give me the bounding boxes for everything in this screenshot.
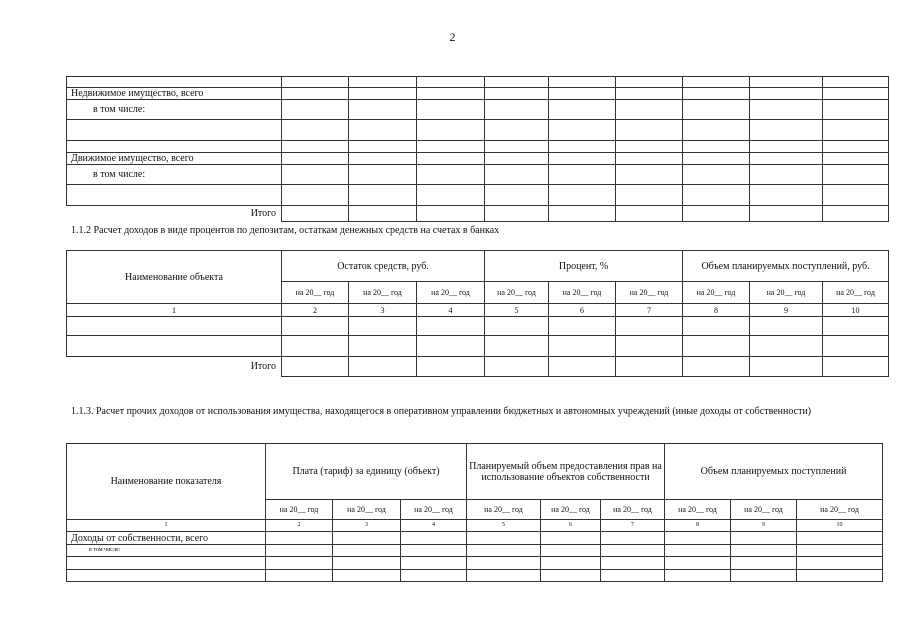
data-cell [417, 317, 485, 336]
data-cell [417, 88, 485, 100]
table-row [67, 77, 889, 88]
data-cell [601, 532, 665, 545]
data-cell [349, 100, 417, 120]
column-number: 3 [333, 520, 401, 532]
data-cell [823, 120, 889, 141]
name-header: Наименование объекта [67, 251, 282, 304]
data-cell [616, 141, 683, 153]
data-cell [541, 545, 601, 557]
group-header-percent: Процент, % [485, 251, 683, 282]
data-cell [549, 141, 616, 153]
data-cell [541, 557, 601, 570]
data-cell [823, 88, 889, 100]
data-cell [401, 532, 467, 545]
data-cell [683, 317, 750, 336]
data-cell [731, 557, 797, 570]
data-cell [485, 141, 549, 153]
data-cell [683, 336, 750, 357]
data-cell [266, 570, 333, 582]
data-cell [665, 570, 731, 582]
data-cell [750, 206, 823, 222]
data-cell [616, 336, 683, 357]
column-number: 8 [665, 520, 731, 532]
column-number: 4 [417, 304, 485, 317]
data-cell [823, 336, 889, 357]
data-cell [417, 141, 485, 153]
data-cell [750, 77, 823, 88]
column-number: 7 [616, 304, 683, 317]
group-header-planned-income: Объем планируемых поступлений [665, 444, 883, 500]
group-header-volume: Объем планируемых поступлений, руб. [683, 251, 889, 282]
year-column-header: на 20__ год [601, 500, 665, 520]
data-cell [401, 545, 467, 557]
column-number: 1 [67, 304, 282, 317]
data-cell [541, 532, 601, 545]
data-cell [601, 570, 665, 582]
data-cell [549, 206, 616, 222]
property-income-table [66, 76, 889, 222]
data-cell [731, 570, 797, 582]
row-label: в том числе: [67, 100, 282, 120]
data-cell [665, 532, 731, 545]
table-row [67, 88, 889, 100]
data-cell [823, 206, 889, 222]
year-column-header: на 20__ год [665, 500, 731, 520]
data-cell [333, 545, 401, 557]
table-row [67, 185, 889, 206]
column-number: 2 [266, 520, 333, 532]
data-cell [616, 206, 683, 222]
column-number: 1 [67, 520, 266, 532]
column-number: 5 [467, 520, 541, 532]
data-cell [616, 100, 683, 120]
data-cell [282, 120, 349, 141]
data-cell [485, 336, 549, 357]
data-cell [333, 557, 401, 570]
row-label [67, 185, 282, 206]
data-cell [282, 185, 349, 206]
table-row [67, 120, 889, 141]
data-cell [549, 153, 616, 165]
data-cell [282, 77, 349, 88]
data-cell [485, 165, 549, 185]
column-number: 6 [541, 520, 601, 532]
data-cell [549, 77, 616, 88]
row-label: Доходы от собственности, всего [67, 532, 266, 545]
data-cell [349, 206, 417, 222]
year-column-header: на 20__ год [731, 500, 797, 520]
data-cell [485, 100, 549, 120]
column-number: 10 [797, 520, 883, 532]
data-cell [731, 532, 797, 545]
data-cell [467, 557, 541, 570]
group-header-rights-volume: Планируемый объем предоставления прав на использование объектов собственности [467, 444, 665, 500]
column-number: 4 [401, 520, 467, 532]
data-cell [349, 77, 417, 88]
data-cell [797, 532, 883, 545]
year-column-header: на 20__ год [282, 282, 349, 304]
row-label [67, 557, 266, 570]
data-cell [750, 317, 823, 336]
data-cell [282, 206, 349, 222]
data-cell [349, 141, 417, 153]
data-cell [417, 77, 485, 88]
data-cell [349, 165, 417, 185]
row-label [67, 120, 282, 141]
section-1-1-3-heading: 1.1.3. Расчет прочих доходов от использования имущества, находящегося в оперативном управлении бюджетных и автономных учреждений (иные доходы от собственности) [71, 406, 812, 417]
row-label: в том числе: [67, 545, 266, 557]
year-column-header: на 20__ год [401, 500, 467, 520]
row-label: в том числе: [67, 165, 282, 185]
table-row [67, 206, 889, 222]
data-cell [349, 317, 417, 336]
year-column-header: на 20__ год [750, 282, 823, 304]
data-cell [282, 165, 349, 185]
data-cell [349, 336, 417, 357]
data-cell [541, 570, 601, 582]
data-cell [549, 165, 616, 185]
name-header: Наименование показателя [67, 444, 266, 520]
data-cell [333, 532, 401, 545]
table-row [67, 153, 889, 165]
data-cell [750, 120, 823, 141]
year-column-header: на 20__ год [683, 282, 750, 304]
data-cell [683, 77, 750, 88]
data-cell [282, 141, 349, 153]
data-cell [750, 336, 823, 357]
other-income-table [66, 443, 883, 582]
data-cell [683, 141, 750, 153]
data-cell [417, 165, 485, 185]
data-cell [67, 317, 282, 336]
data-cell [601, 557, 665, 570]
data-cell [282, 317, 349, 336]
column-number: 6 [549, 304, 616, 317]
data-cell [683, 165, 750, 185]
row-label [67, 77, 282, 88]
data-cell [683, 153, 750, 165]
year-column-header: на 20__ год [616, 282, 683, 304]
group-header-tariff: Плата (тариф) за единицу (объект) [266, 444, 467, 500]
column-number: 9 [750, 304, 823, 317]
data-cell [750, 165, 823, 185]
year-column-header: на 20__ год [823, 282, 889, 304]
page-number: 2 [449, 30, 456, 44]
data-cell [349, 88, 417, 100]
data-cell [616, 185, 683, 206]
column-number: 7 [601, 520, 665, 532]
data-cell [417, 206, 485, 222]
data-cell [616, 77, 683, 88]
data-cell [823, 77, 889, 88]
year-column-header: на 20__ год [485, 282, 549, 304]
data-cell [417, 120, 485, 141]
row-label [67, 570, 266, 582]
data-cell [485, 317, 549, 336]
column-number: 2 [282, 304, 349, 317]
data-cell [549, 336, 616, 357]
data-cell [333, 570, 401, 582]
data-cell [349, 185, 417, 206]
data-cell [266, 545, 333, 557]
data-cell [683, 88, 750, 100]
year-column-header: на 20__ год [266, 500, 333, 520]
data-cell [601, 545, 665, 557]
column-number: 3 [349, 304, 417, 317]
data-cell [750, 141, 823, 153]
data-cell [750, 153, 823, 165]
table-row [67, 165, 889, 185]
data-cell [616, 153, 683, 165]
table-row [67, 141, 889, 153]
data-cell [823, 317, 889, 336]
data-cell [750, 100, 823, 120]
data-cell [823, 141, 889, 153]
data-cell [683, 120, 750, 141]
data-cell [417, 185, 485, 206]
data-cell [417, 153, 485, 165]
row-label [67, 141, 282, 153]
column-number: 10 [823, 304, 889, 317]
year-column-header: на 20__ год [797, 500, 883, 520]
data-cell [282, 88, 349, 100]
data-cell [683, 206, 750, 222]
data-cell [485, 153, 549, 165]
data-cell [616, 88, 683, 100]
data-cell [683, 185, 750, 206]
data-cell [665, 557, 731, 570]
data-cell [823, 165, 889, 185]
data-cell [750, 88, 823, 100]
data-cell [349, 153, 417, 165]
data-cell [485, 77, 549, 88]
data-cell [797, 570, 883, 582]
data-cell [823, 153, 889, 165]
row-label: Итого [67, 206, 282, 222]
year-column-header: на 20__ год [467, 500, 541, 520]
data-cell [616, 317, 683, 336]
data-cell [797, 545, 883, 557]
year-column-header: на 20__ год [333, 500, 401, 520]
data-cell [282, 153, 349, 165]
column-number: 8 [683, 304, 750, 317]
data-cell [349, 120, 417, 141]
data-cell [467, 570, 541, 582]
group-header-balance: Остаток средств, руб. [282, 251, 485, 282]
data-cell [616, 165, 683, 185]
column-number: 9 [731, 520, 797, 532]
data-cell [467, 545, 541, 557]
data-cell [485, 185, 549, 206]
data-cell [282, 100, 349, 120]
data-cell [750, 185, 823, 206]
deposit-interest-table [66, 250, 889, 377]
total-label: Итого [67, 357, 282, 377]
data-cell [485, 120, 549, 141]
row-label: Движимое имущество, всего [67, 153, 282, 165]
data-cell [549, 317, 616, 336]
section-1-1-2-heading: 1.1.2 Расчет доходов в виде процентов по депозитам, остаткам денежных средств на счетах в банках [71, 225, 500, 236]
row-label: Недвижимое имущество, всего [67, 88, 282, 100]
data-cell [401, 570, 467, 582]
year-column-header: на 20__ год [549, 282, 616, 304]
table-row [67, 100, 889, 120]
year-column-header: на 20__ год [417, 282, 485, 304]
data-cell [797, 557, 883, 570]
data-cell [485, 88, 549, 100]
data-cell [282, 336, 349, 357]
data-cell [823, 100, 889, 120]
year-column-header: на 20__ год [349, 282, 417, 304]
data-cell [616, 120, 683, 141]
data-cell [731, 545, 797, 557]
data-cell [467, 532, 541, 545]
year-column-header: на 20__ год [541, 500, 601, 520]
data-cell [417, 336, 485, 357]
data-cell [401, 557, 467, 570]
data-cell [67, 336, 282, 357]
data-cell [549, 100, 616, 120]
data-cell [549, 120, 616, 141]
data-cell [485, 206, 549, 222]
data-cell [823, 185, 889, 206]
data-cell [683, 100, 750, 120]
data-cell [417, 100, 485, 120]
data-cell [549, 185, 616, 206]
data-cell [665, 545, 731, 557]
data-cell [266, 532, 333, 545]
data-cell [549, 88, 616, 100]
data-cell [266, 557, 333, 570]
column-number: 5 [485, 304, 549, 317]
